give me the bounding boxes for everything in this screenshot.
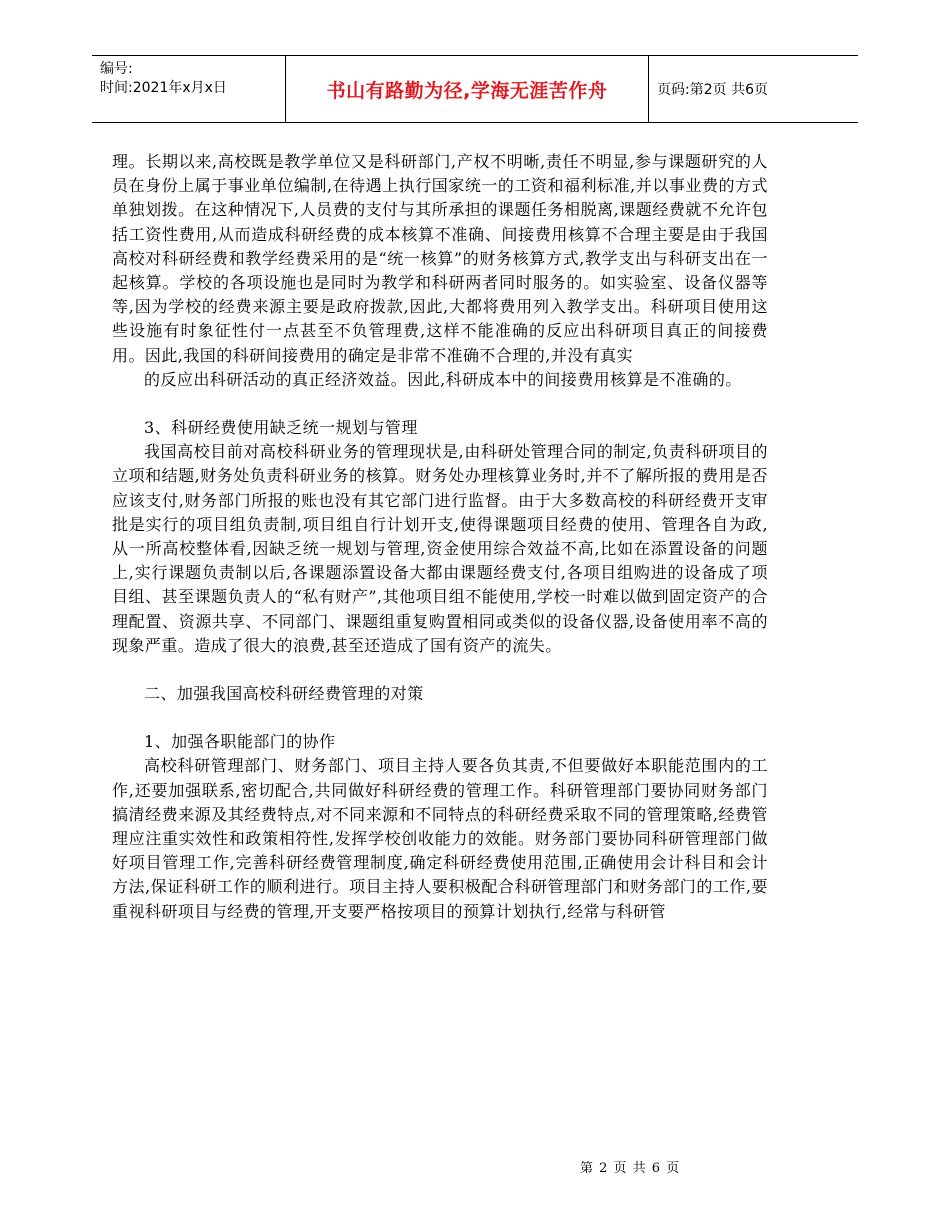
header-meta bbox=[92, 56, 285, 122]
document-time-label: 时间:2021年x月x日 bbox=[100, 80, 227, 96]
paragraph-gap bbox=[112, 658, 768, 682]
paragraph-gap bbox=[112, 706, 768, 730]
header-motto: 书山有路勤为径,学海无涯苦作舟 bbox=[285, 56, 649, 122]
header-page-info: 页码:第2页 共6页 bbox=[657, 82, 768, 98]
body-paragraph-1: 理。长期以来,高校既是教学单位又是科研部门,产权不明晰,责任不明显,参与课题研究的人员在身份上属于事业单位编制,在待遇上执行国家统一的工资和福利标准,并以事业费的方式单独划拨。在这种情况下,人员费的支付与其所承担的课题任务相脱离,课题经费就不允许包括工资性费用,从而造成科研经费的成本核算不准确、间接费用核算不合理主要是由于我国高校对科研经费和教学经费采用的是“统一核算”的财务核算方式,教学支出与科研支出在一起核算。学校的各项设施也是同时为教学和科研两者同时服务的。如实验室、设备仪器等等,因为学校的经费来源主要是政府拨款,因此,大都将费用列入教学支出。科研项目使用这些设施有时象征性付一点甚至不负管理费,这样不能准确的反应出科研项目真正的间接费用。因此,我国的科研间接费用的确定是非常不准确不合理的,并没有真实 bbox=[112, 152, 768, 365]
document-number-label: 编号: bbox=[100, 61, 133, 77]
paragraph-gap bbox=[112, 392, 768, 416]
document-body bbox=[112, 150, 768, 924]
section-heading-2: 二、加强我国高校科研经费管理的对策 bbox=[144, 684, 424, 704]
body-paragraph-4: 高校科研管理部门、财务部门、项目主持人要各负其责,不但要做好本职能范围内的工作,还要加强联系,密切配合,共同做好科研经费的管理工作。科研管理部门要协同财务部门搞清经费来源及其经费特点,对不同来源和不同特点的科研经费采取不同的管理策略,经费管理应注重实效性和政策相符性,发挥学校创收能力的效能。财务部门要协同科研管理部门做好项目管理工作,完善科研经费管理制度,确定科研经费使用范围,正确使用会计科目和会计方法,保证科研工作的顺利进行。项目主持人要积极配合科研管理部门和财务部门的工作,要重视科研项目与经费的管理,开支要严格按项目的预算计划执行,经常与科研管 bbox=[112, 756, 768, 921]
body-paragraph-3: 我国高校目前对高校科研业务的管理现状是,由科研处管理合同的制定,负责科研项目的立项和结题,财务处负责科研业务的核算。财务处办理核算业务时,并不了解所报的费用是否应该支付,财务部门所报的账也没有其它部门进行监督。由于大多数高校的科研经费开支审批是实行的项目组负责制,项目组自行计划开支,使得课题项目经费的使用、管理各自为政,从一所高校整体看,因缺乏统一规划与管理,资金使用综合效益不高,比如在添置设备的问题上,实行课题负责制以后,各课题添置设备大都由课题经费支付,各项目组购进的设备成了项目组、甚至课题负责人的“私有财产”,其他项目组不能使用,学校一时难以做到固定资产的合理配置、资源共享、不同部门、课题组重复购置相同或类似的设备仪器,设备使用率不高的现象严重。造成了很大的浪费,甚至还造成了国有资产的流失。 bbox=[112, 442, 768, 655]
page-footer: 第 2 页 共 6 页 bbox=[580, 1161, 681, 1176]
body-paragraph-2: 的反应出科研活动的真正经济效益。因此,科研成本中的间接费用核算是不准确的。 bbox=[144, 369, 742, 389]
section-heading-3: 3、科研经费使用缺乏统一规划与管理 bbox=[144, 418, 418, 438]
subsection-heading-1: 1、加强各职能部门的协作 bbox=[144, 732, 336, 752]
page-header bbox=[92, 55, 858, 123]
